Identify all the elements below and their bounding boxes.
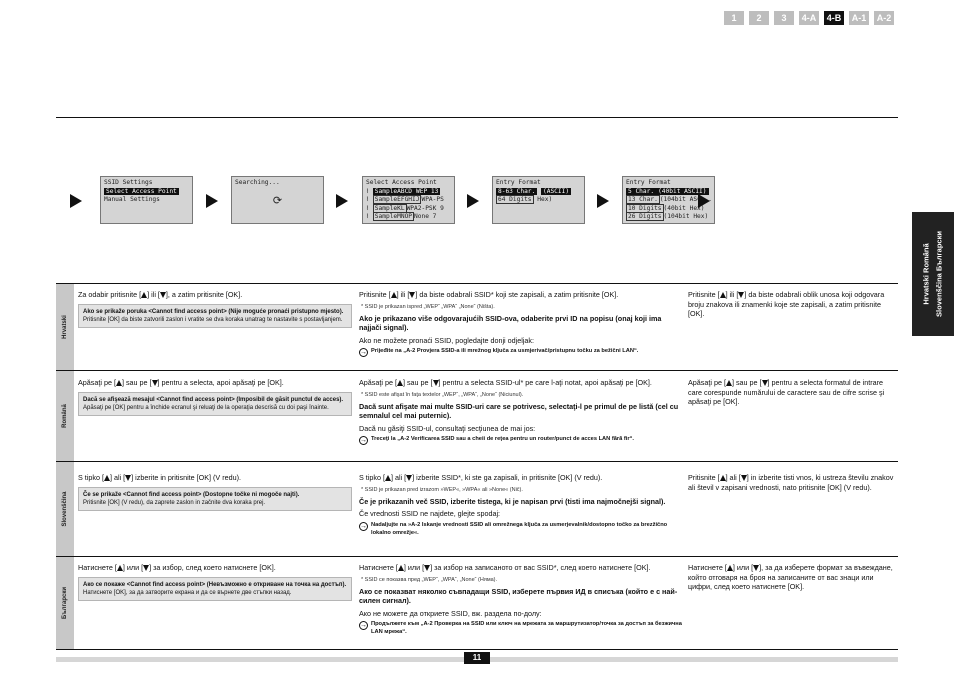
lcd-option: 26 Digits [628, 213, 662, 220]
language-label-text: Български [62, 586, 68, 620]
instruction: Ako ne možete pronaći SSID, pogledajte donji odjeljak: [359, 335, 535, 345]
language-label [56, 284, 74, 370]
column-3 [688, 378, 896, 410]
footnote: * SSID este afişat în faţa textelor „WEP“, „WPA“, „None“ (Niciunul). [361, 391, 524, 398]
lcd-entry-format-1 [492, 176, 585, 224]
note-body: Apăsaţi pe [OK] pentru a închide ecranul şi reluaţi de la operaţia descrisă cu doi paşi înainte. [83, 405, 329, 411]
column-2 [359, 563, 684, 637]
cross-reference[interactable]: → Продължете към „A-2 Проверка на SSID или ключ на мрежата за маршрутизатор/точка за достъп за безжична LAN мрежа“. [360, 621, 682, 636]
lcd-title: Entry Format [496, 179, 541, 186]
side-tab-line: Slovenščina Български [934, 231, 944, 317]
lcd-ssid: SampleKL [374, 204, 405, 212]
lcd-option-detail: Hex) [537, 196, 553, 203]
lcd-option: 10 Digits [628, 204, 662, 212]
instruction: Apăsaţi pe [ ] sau pe [ ] pentru a selecta, apoi apăsaţi pe [OK]. [78, 378, 284, 387]
lcd-ssid-settings [100, 176, 193, 224]
cross-reference[interactable]: → Treceţi la „A-2 Verificarea SSID sau a cheii de reţea pentru un router/punct de acces LAN fără fir“. [360, 436, 634, 445]
instruction: Натиснете [ ] или [ ], за да изберете формат за въвеждане, който отговаря на броя на записаните от вас знаци или цифри, след което натиснете [OK]. [688, 563, 893, 592]
lcd-title: Entry Format [626, 179, 671, 186]
tab-a1[interactable]: A-1 [849, 11, 869, 25]
arrow-right-icon [70, 194, 82, 208]
note-box [78, 487, 352, 512]
column-1 [78, 563, 352, 601]
lcd-security: WEP 13 [416, 187, 439, 195]
lcd-item: Manual Settings [104, 196, 160, 203]
arrow-circle-icon: → [360, 522, 367, 530]
spinner-icon: ⟳ [272, 193, 283, 207]
lcd-ssid: SampleABCD [374, 187, 413, 195]
section-rule [56, 649, 898, 650]
instruction: Če vrednosti SSID ne najdete, glejte spodaj: [359, 509, 501, 519]
column-1 [78, 378, 352, 416]
lcd-security: WPA-PS [421, 196, 444, 203]
lcd-title: Searching... [235, 179, 280, 186]
cross-reference[interactable]: → Nadaljujte na »A-2 Iskanje vrednosti SSID ali omrežnega ključa za usmerjevalnik/dostopno točko za brezžično lokalno omrežje«. [360, 521, 668, 536]
instruction: Apăsaţi pe [ ] sau pe [ ] pentru a selecta SSID-ul* pe care l-aţi notat, apoi apăsaţi pe [OK]. [359, 378, 652, 387]
lcd-option-detail: (ASCII) [543, 187, 570, 195]
lcd-searching [231, 176, 324, 224]
language-label-text: Română [62, 404, 68, 428]
lcd-selected-item: Select Access Point [106, 187, 177, 195]
side-tab-line: Hrvatski Română [921, 243, 931, 305]
arrow-right-icon [336, 194, 348, 208]
lcd-option: 5 Char. [628, 187, 655, 195]
lcd-security: WPA2-PSK 9 [406, 204, 444, 212]
instruction: Za odabir pritisnite [ ] ili [ ], a zatim pritisnite [OK]. [78, 290, 243, 299]
column-2 [359, 290, 684, 357]
instruction: Натиснете [ ] или [ ] за избор на записаното от вас SSID*, след което натиснете [OK]. [359, 563, 651, 572]
instruction: Dacă nu găsiţi SSID-ul, consultaţi secţiunea de mai jos: [359, 423, 536, 433]
lcd-option: 13 Char. [628, 196, 658, 203]
top-rule [56, 117, 898, 118]
section-romana [56, 371, 898, 461]
note-title: Ako se prikaže poruka <Cannot find access point> (Nije moguće pronaći pristupno mjesto). [83, 308, 344, 315]
note-box [78, 577, 352, 602]
lcd-title: SSID Settings [104, 179, 153, 186]
arrow-circle-icon: → [360, 437, 367, 445]
note-body: Натиснете [OK], за да затворите екрана и да се върнете две стъпки назад. [83, 590, 292, 596]
bold-instruction: Dacă sunt afişate mai multe SSID-uri care se potrivesc, selectaţi-l pe primul de pe listă (cel cu semnalul cel mai puternic). [359, 401, 679, 421]
instruction: Pritisnite [ ] ali [ ] in izberite tisti vnos, ki ustreza številu znakov ali števil v zapisani vrednosti, nato pritisnite [OK] (V redu). [688, 473, 894, 492]
footnote: * SSID je prikazan ispred „WEP“ „WPA“ „None“ (Ništa). [361, 303, 495, 310]
instruction: Apăsaţi pe [ ] sau pe [ ] pentru a selecta formatul de intrare care corespunde numărului de caractere sau de cifre scrise şi apăsaţi pe [OK]. [688, 378, 885, 407]
signal-icon: ⌇ [366, 213, 370, 220]
language-label-text: Slovenščina [62, 491, 68, 527]
lcd-option-detail: (40bit Hex) [663, 204, 705, 212]
tab-a2[interactable]: A-2 [874, 11, 894, 25]
lcd-title: Select Access Point [366, 179, 437, 186]
language-label [56, 462, 74, 556]
language-label [56, 371, 74, 461]
cross-reference[interactable]: → Prijeđite na „A-2 Provjera SSID-a ili mrežnog ključa za usmjerivač/pristupnu točku za bežični LAN“. [360, 348, 639, 357]
section-balgarski [56, 557, 898, 649]
note-title: Če se prikaže <Cannot find access point> (Dostopne točke ni mogoče najti). [83, 491, 300, 498]
lcd-ssid: SampleEFGHIJ [374, 196, 420, 203]
footnote: * SSID je prikazan pred izrazom »WEP«, »WPA« ali »None« (Nič). [361, 486, 523, 493]
arrow-right-icon [698, 194, 710, 208]
section-slovenscina [56, 462, 898, 556]
signal-icon: ⌇ [366, 204, 370, 212]
tab-4b[interactable]: 4-B [824, 11, 844, 25]
lcd-select-access-point [362, 176, 455, 224]
instruction: S tipko [ ] ali [ ] izberite in pritisnite [OK] (V redu). [78, 473, 242, 482]
note-body: Pritisnite [OK] (V redu), da zaprete zaslon in začnite dva koraka prej. [83, 500, 266, 506]
arrow-right-icon [206, 194, 218, 208]
signal-icon: ⌇ [366, 196, 370, 203]
note-box [78, 392, 352, 417]
lcd-ssid: SampleMNOP [374, 213, 413, 220]
footnote: * SSID се показва пред „WEP“, „WPA“, „None“ (Няма). [361, 576, 498, 583]
column-3 [688, 473, 896, 495]
arrow-circle-icon: → [360, 622, 367, 630]
tab-4a[interactable]: 4-A [799, 11, 819, 25]
tab-3[interactable]: 3 [774, 11, 794, 25]
arrow-right-icon [597, 194, 609, 208]
instruction: Pritisnite [ ] ili [ ] da biste odabrali oblik unosa koji odgovara broju znakova ili znamenki koje ste zapisali, a zatim pritisnite [OK]. [688, 290, 885, 319]
language-label [56, 557, 74, 649]
column-1 [78, 473, 352, 511]
column-2 [359, 473, 684, 537]
tab-2[interactable]: 2 [749, 11, 769, 25]
instruction: Натиснете [ ] или [ ] за избор, след което натиснете [OK]. [78, 563, 276, 572]
language-side-tab [912, 212, 954, 336]
signal-icon: ⌇ [366, 187, 370, 195]
note-body: Pritisnite [OK] da biste zatvorili zaslon i vratite se dva koraka unatrag te nastavite s postavljanjem. [83, 317, 343, 323]
section-hrvatski [56, 284, 898, 370]
note-title: Dacă se afişează mesajul <Cannot find access point> (Imposibil de găsit punctul de acces). [83, 396, 344, 403]
chapter-tabs [724, 11, 894, 25]
bold-instruction: Ako je prikazano više odgovarajućih SSID-ova, odaberite prvi ID na popisu (onaj koji ima najjači signal). [359, 313, 662, 333]
instruction: S tipko [ ] ali [ ] izberite SSID*, ki ste ga zapisali, in pritisnite [OK] (V redu). [359, 473, 603, 482]
bold-instruction: Ако се показват няколко съвпадащи SSID, изберете първия ИД в списъка (който е с най-силен сигнал). [359, 586, 678, 606]
bold-instruction: Če je prikazanih več SSID, izberite tistega, ki je napisan prvi (tisti ima najmočnejši signal). [359, 496, 666, 506]
instruction: Ако не можете да откриете SSID, вж. раздела по-долу: [359, 608, 542, 618]
language-label-text: Hrvatski [62, 315, 68, 339]
page-number: 11 [464, 652, 490, 664]
column-2 [359, 378, 684, 445]
lcd-option-detail: (40bit ASCII) [658, 187, 707, 195]
note-title: Ако се покаже <Cannot find access point> (Невъзможно е откриване на точка на достъп). [83, 581, 347, 588]
note-box [78, 304, 352, 329]
lcd-option: 8-63 Char. [498, 187, 536, 195]
tab-1[interactable]: 1 [724, 11, 744, 25]
lcd-option: 64 Digits [498, 196, 532, 203]
column-1 [78, 290, 352, 328]
lcd-option-detail: (104bit Hex) [663, 213, 709, 220]
instruction: Pritisnite [ ] ili [ ] da biste odabrali SSID* koji ste zapisali, a zatim pritisnite [OK]. [359, 290, 619, 299]
arrow-circle-icon: → [360, 349, 367, 357]
lcd-option-detail: (104bit ASC... [659, 196, 712, 203]
arrow-right-icon [467, 194, 479, 208]
lcd-security: None 7 [414, 213, 437, 220]
column-3 [688, 290, 896, 322]
column-3 [688, 563, 896, 595]
